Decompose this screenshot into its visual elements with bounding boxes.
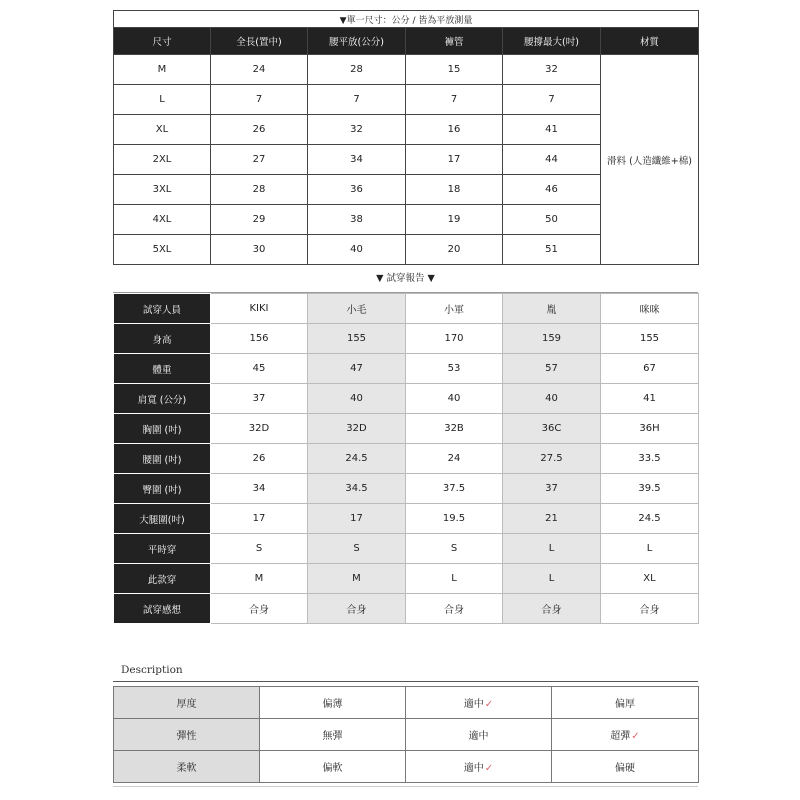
measurement-cell: 32 bbox=[503, 55, 601, 85]
report-cell: L bbox=[503, 564, 601, 594]
length-header: 全長(置中) bbox=[211, 28, 308, 55]
report-cell: 41 bbox=[601, 384, 699, 414]
report-cell: L bbox=[503, 534, 601, 564]
report-row-label: 臀圍 (吋) bbox=[114, 474, 211, 504]
description-option bbox=[260, 751, 406, 783]
measurement-cell: 28 bbox=[211, 175, 308, 205]
measurement-cell: 29 bbox=[211, 205, 308, 235]
description-divider bbox=[113, 681, 698, 682]
report-row bbox=[114, 564, 699, 594]
measurement-cell: 7 bbox=[211, 85, 308, 115]
size-cell: 2XL bbox=[114, 145, 211, 175]
description-option-label: 適中 bbox=[468, 731, 489, 742]
size-table bbox=[113, 10, 699, 265]
report-cell: 32B bbox=[406, 414, 503, 444]
report-cell: 合身 bbox=[211, 594, 308, 624]
report-cell: 40 bbox=[503, 384, 601, 414]
description-option bbox=[552, 719, 699, 751]
report-row bbox=[114, 414, 699, 444]
report-row bbox=[114, 384, 699, 414]
report-cell: 26 bbox=[211, 444, 308, 474]
description-row-label: 彈性 bbox=[114, 719, 260, 751]
description-option bbox=[406, 719, 552, 751]
size-cell: 3XL bbox=[114, 175, 211, 205]
report-cell: 53 bbox=[406, 354, 503, 384]
waist-max-header: 腰撐最大(吋) bbox=[503, 28, 601, 55]
report-cell: 合身 bbox=[503, 594, 601, 624]
report-row-label: 腰圍 (吋) bbox=[114, 444, 211, 474]
description-option bbox=[406, 751, 552, 783]
measurement-cell: 41 bbox=[503, 115, 601, 145]
description-row bbox=[114, 687, 699, 719]
size-cell: XL bbox=[114, 115, 211, 145]
description-row-label: 厚度 bbox=[114, 687, 260, 719]
report-cell: 17 bbox=[308, 504, 406, 534]
report-row-label: 試穿感想 bbox=[114, 594, 211, 624]
checkmark-icon: ✓ bbox=[631, 731, 640, 742]
measurement-cell: 17 bbox=[406, 145, 503, 175]
fitting-report-table bbox=[113, 293, 699, 624]
description-option bbox=[552, 751, 699, 783]
description-option bbox=[406, 687, 552, 719]
measurement-cell: 40 bbox=[308, 235, 406, 265]
report-cell: 37 bbox=[211, 384, 308, 414]
size-row bbox=[114, 55, 699, 85]
report-cell: 39.5 bbox=[601, 474, 699, 504]
report-cell: 156 bbox=[211, 324, 308, 354]
report-cell: 17 bbox=[211, 504, 308, 534]
measurement-cell: 18 bbox=[406, 175, 503, 205]
measurement-cell: 27 bbox=[211, 145, 308, 175]
measurement-cell: 15 bbox=[406, 55, 503, 85]
measurement-cell: 26 bbox=[211, 115, 308, 145]
report-cell: 19.5 bbox=[406, 504, 503, 534]
description-option-label: 超彈 bbox=[610, 731, 631, 742]
size-cell: L bbox=[114, 85, 211, 115]
size-cell: 5XL bbox=[114, 235, 211, 265]
report-cell: 24 bbox=[406, 444, 503, 474]
report-cell: 40 bbox=[406, 384, 503, 414]
report-cell: 36H bbox=[601, 414, 699, 444]
report-cell: S bbox=[406, 534, 503, 564]
report-row-label: 此款穿 bbox=[114, 564, 211, 594]
measurement-cell: 30 bbox=[211, 235, 308, 265]
bottom-divider bbox=[113, 786, 698, 787]
report-cell: 33.5 bbox=[601, 444, 699, 474]
measurement-cell: 7 bbox=[503, 85, 601, 115]
report-cell: 36C bbox=[503, 414, 601, 444]
description-option-label: 適中 bbox=[463, 763, 484, 774]
description-option-label: 偏薄 bbox=[322, 699, 343, 710]
fitting-report-title: ▼ 試穿報告 ▼ bbox=[113, 262, 698, 293]
report-cell: 37.5 bbox=[406, 474, 503, 504]
report-cell: 24.5 bbox=[308, 444, 406, 474]
description-option-label: 偏厚 bbox=[615, 699, 635, 710]
measurement-cell: 24 bbox=[211, 55, 308, 85]
report-cell: M bbox=[308, 564, 406, 594]
report-cell: 67 bbox=[601, 354, 699, 384]
report-cell: 合身 bbox=[308, 594, 406, 624]
checkmark-icon: ✓ bbox=[484, 699, 494, 710]
report-cell: XL bbox=[601, 564, 699, 594]
report-cell: 155 bbox=[601, 324, 699, 354]
report-cell: L bbox=[406, 564, 503, 594]
description-row-label: 柔軟 bbox=[114, 751, 260, 783]
report-cell: 57 bbox=[503, 354, 601, 384]
measurement-cell: 7 bbox=[308, 85, 406, 115]
report-cell: KIKI bbox=[211, 294, 308, 324]
report-cell: 170 bbox=[406, 324, 503, 354]
description-row bbox=[114, 751, 699, 783]
measurement-cell: 16 bbox=[406, 115, 503, 145]
report-row bbox=[114, 294, 699, 324]
measurement-cell: 51 bbox=[503, 235, 601, 265]
measurement-cell: 32 bbox=[308, 115, 406, 145]
description-option-label: 偏軟 bbox=[322, 763, 343, 774]
description-label: Description bbox=[121, 664, 183, 676]
report-cell: 胤 bbox=[503, 294, 601, 324]
description-row bbox=[114, 719, 699, 751]
size-header: 尺寸 bbox=[114, 28, 211, 55]
report-cell: 34.5 bbox=[308, 474, 406, 504]
measurement-cell: 38 bbox=[308, 205, 406, 235]
report-row-label: 體重 bbox=[114, 354, 211, 384]
report-cell: 37 bbox=[503, 474, 601, 504]
measurement-cell: 19 bbox=[406, 205, 503, 235]
report-row-label: 身高 bbox=[114, 324, 211, 354]
measurement-cell: 20 bbox=[406, 235, 503, 265]
material-header: 材質 bbox=[601, 28, 699, 55]
report-row-label: 試穿人員 bbox=[114, 294, 211, 324]
size-cell: 4XL bbox=[114, 205, 211, 235]
description-table bbox=[113, 686, 699, 783]
size-cell: M bbox=[114, 55, 211, 85]
report-cell: M bbox=[211, 564, 308, 594]
report-row-label: 胸圍 (吋) bbox=[114, 414, 211, 444]
description-option bbox=[552, 687, 699, 719]
measurement-cell: 46 bbox=[503, 175, 601, 205]
material-cell: 滑料 (人造纖維+棉) bbox=[601, 55, 699, 265]
report-cell: 咪咪 bbox=[601, 294, 699, 324]
report-row bbox=[114, 534, 699, 564]
report-row bbox=[114, 444, 699, 474]
description-option bbox=[260, 687, 406, 719]
report-cell: 小毛 bbox=[308, 294, 406, 324]
measurement-cell: 36 bbox=[308, 175, 406, 205]
checkmark-icon: ✓ bbox=[484, 763, 494, 774]
size-table-caption: ▼單一尺寸：公分 / 皆為平放測量 bbox=[114, 11, 699, 28]
measurement-cell: 34 bbox=[308, 145, 406, 175]
report-row bbox=[114, 324, 699, 354]
report-cell: 合身 bbox=[406, 594, 503, 624]
report-row-label: 肩寬 (公分) bbox=[114, 384, 211, 414]
report-cell: S bbox=[211, 534, 308, 564]
report-cell: 32D bbox=[308, 414, 406, 444]
description-option bbox=[260, 719, 406, 751]
measurement-cell: 28 bbox=[308, 55, 406, 85]
report-cell: S bbox=[308, 534, 406, 564]
report-cell: 159 bbox=[503, 324, 601, 354]
report-cell: L bbox=[601, 534, 699, 564]
report-cell: 45 bbox=[211, 354, 308, 384]
report-cell: 24.5 bbox=[601, 504, 699, 534]
measurement-cell: 44 bbox=[503, 145, 601, 175]
report-row bbox=[114, 474, 699, 504]
description-option-label: 無彈 bbox=[322, 731, 343, 742]
report-row-label: 大腿圍(吋) bbox=[114, 504, 211, 534]
waist-header: 腰平放(公分) bbox=[308, 28, 406, 55]
report-cell: 40 bbox=[308, 384, 406, 414]
report-cell: 47 bbox=[308, 354, 406, 384]
report-cell: 合身 bbox=[601, 594, 699, 624]
measurement-cell: 50 bbox=[503, 205, 601, 235]
report-cell: 32D bbox=[211, 414, 308, 444]
report-cell: 34 bbox=[211, 474, 308, 504]
report-row bbox=[114, 504, 699, 534]
description-option-label: 適中 bbox=[463, 699, 484, 710]
report-cell: 小軍 bbox=[406, 294, 503, 324]
report-row bbox=[114, 354, 699, 384]
report-row bbox=[114, 594, 699, 624]
report-cell: 155 bbox=[308, 324, 406, 354]
report-cell: 21 bbox=[503, 504, 601, 534]
leg-opening-header: 褲管 bbox=[406, 28, 503, 55]
report-row-label: 平時穿 bbox=[114, 534, 211, 564]
report-cell: 27.5 bbox=[503, 444, 601, 474]
description-option-label: 偏硬 bbox=[615, 763, 635, 774]
measurement-cell: 7 bbox=[406, 85, 503, 115]
